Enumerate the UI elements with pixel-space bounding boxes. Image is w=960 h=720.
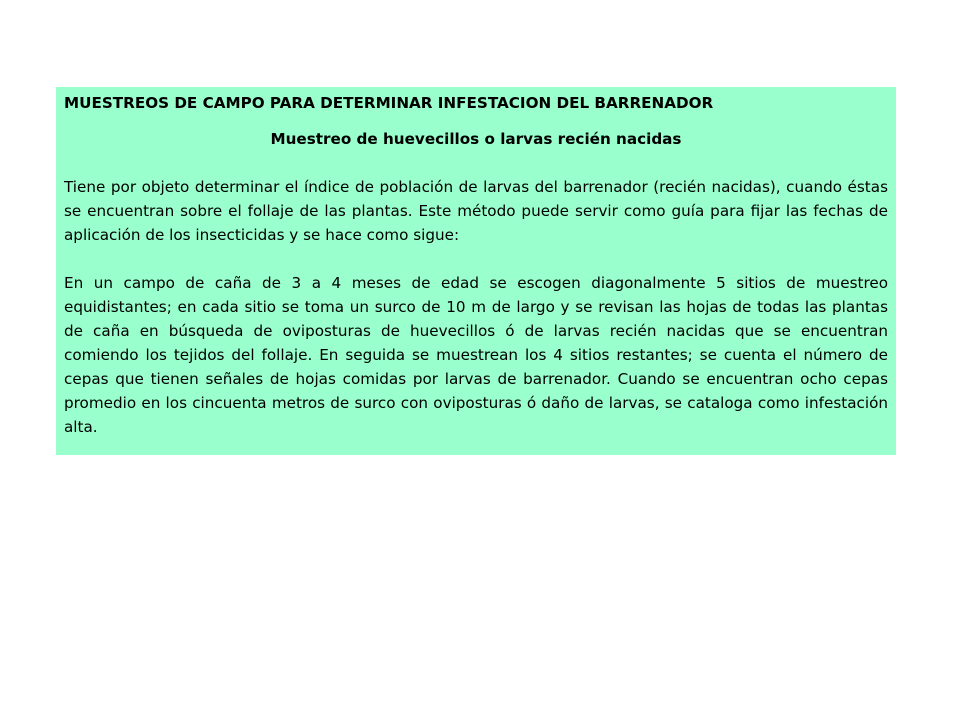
paragraph-objective: Tiene por objeto determinar el índice de población de larvas del barrenador (recién nacidas), cuando éstas se encuentran sobre el follaje de las plantas. Este método puede servir como guía para fijar las fechas de aplicación de los insecticidas y se hace como sigue: (64, 178, 888, 244)
content-box (56, 87, 896, 455)
section-subtitle: Muestreo de huevecillos o larvas recién nacidas (270, 130, 682, 148)
page-title: MUESTREOS DE CAMPO PARA DETERMINAR INFESTACION DEL BARRENADOR (64, 94, 714, 112)
paragraph-method: En un campo de caña de 3 a 4 meses de edad se escogen diagonalmente 5 sitios de muestreo equidistantes; en cada sitio se toma un surco de 10 m de largo y se revisan las hojas de todas las plantas de caña en búsqueda de oviposturas de huevecillos ó de larvas recién nacidas que se encuentran comiendo los tejidos del follaje. En seguida se muestrean los 4 sitios restantes; se cuenta el número de cepas que tienen señales de hojas comidas por larvas de barrenador. Cuando se encuentran ocho cepas promedio en los cincuenta metros de surco con oviposturas ó daño de larvas, se cataloga como infestación alta. (64, 274, 888, 436)
